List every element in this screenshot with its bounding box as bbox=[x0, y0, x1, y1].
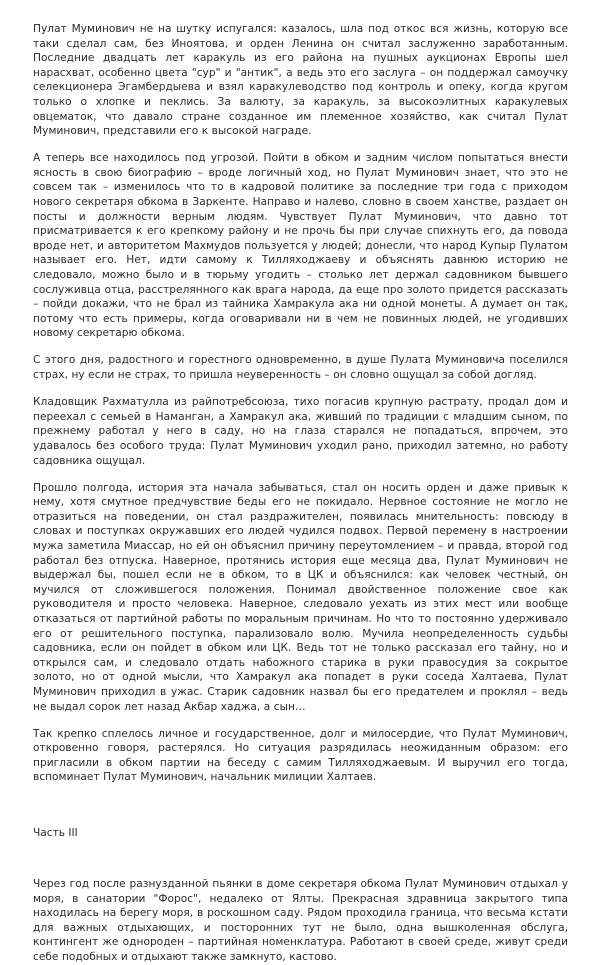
paragraph-7: Через год после разнузданной пьянки в доме секретаря обкома Пулат Муминович отдыхал у моря, в санатории "Форос", недалеко от Ялты. Прекрасная здравница закрытого типа находилась на берегу моря, в роскошном саду. Рядом проходила граница, что весьма кстати для важных отдыхающих, и посторонних тут не было, одна вышколенная обслуга, контингент же однороден – партийная номенклатура. Работают в своей среде, живут среди себе подобных и отдыхают также замкнуто, кастово. bbox=[33, 878, 568, 964]
paragraph-2: А теперь все находилось под угрозой. Пойти в обком и задним числом попытаться внести ясность в свою биографию – вроде логичный ход, но Пулат Муминович знает, что это не совсем так – изменилось что то в кадровой политике за последние три года с приходом нового секретаря обкома в Заркенте. Направо и налево, словно в своем ханстве, раздает он посты и должности верным людям. Чувствует Пулат Муминович, что давно тот присматривается к его крепкому району и не прочь бы при случае спихнуть его, да повода вроде нет, и авторитетом Махмудов пользуется у людей; донесли, что народ Купыр Пулатом называет его. Нет, идти самому к Тилляходжаеву и объяснять давнюю историю не следовало, можно было и в тюрьму угодить – столько лет держал садовником бывшего сослуживца отца, расстрелянного как врага народа, да еще про золото придется рассказать – пойди докажи, что не брал из тайника Хамракула ака ни одной монеты. А думает он так, потому что есть примеры, когда оговаривали ни в чем не повинных людей, не угодивших новому секретарю обкома. bbox=[33, 152, 568, 340]
paragraph-6: Так крепко сплелось личное и государственное, долг и милосердие, что Пулат Муминович, откровенно говоря, растерялся. Но ситуация разрядилась неожиданным образом: его пригласили в обком партии на беседу с самим Тилляходжаевым. И выручил его тогда, вспоминает Пулат Муминович, начальник милиции Халтаев. bbox=[33, 727, 568, 784]
heading-bottom-spacer bbox=[33, 840, 568, 877]
paragraph-5: Прошло полгода, история эта начала забываться, стал он носить орден и даже привык к нему, хотя смутное предчувствие беды его не покидало. Нервное состояние не могло не отразиться на поведении, он стал раздражителен, появилась мнительность: повсюду в словах и поступках окружавших его людей чудился подвох. Первой перемену в настроении мужа заметила Миассар, но ей он объяснил причину переутомлением – и правда, второй год работал без отпуска. Наверное, протянись история еще месяца два, Пулат Муминович не выдержал бы, пошел если не в обком, то в ЦК и объяснился: как человек честный, он мучился от сложившегося положения. Понимал двойственное положение свое как руководителя и просто человека. Наверное, следовало уехать из этих мест или вообще отказаться от партийной работы по моральным причинам. Но что то постоянно удерживало его от решительного поступка, парализовало волю. Мучила неопределенность судьбы садовника, если он пойдет в обком или ЦК. Ведь тот не только рассказал его тайну, но и открылся сам, и следовало отдать набожного старика в руки правосудия за сокрытое золото, но от одной мысли, что Хамракул ака попадет в руки соседа Халтаева, Пулат Муминович приходил в ужас. Старик садовник назвал бы его предателем и проклял – ведь не выдал сорок лет назад Акбар хаджа, а сын… bbox=[33, 481, 568, 713]
paragraph-4: Кладовщик Рахматулла из райпотребсоюза, тихо погасив крупную растрату, продал дом и переехал с семьей в Наманган, а Хамракул ака, живший по традиции с младшим сыном, по прежнему работал у него в саду, но на глаза старался не попадаться, впрочем, это удавалось без особого труда: Пулат Муминович уходил рано, приходил затемно, но работу садовника ощущал. bbox=[33, 396, 568, 467]
paragraph-1: Пулат Муминович не на шутку испугался: казалось, шла под откос вся жизнь, которую все таки сделал сам, без Иноятова, и орден Ленина он считал заслуженно заработанным. Последние двадцать лет каракуль из его района на пушных аукционах Европы шел нарасхват, особенно цвета "сур" и "антик", а ведь это его заслуга – он поддержал самоучку селекционера Эгамбердыева и взял каракулеводство под контроль и опеку, когда кругом только о хлопке и пеклись. За валюту, за каракуль, за высокоэлитных каракулевых овцематок, что давало стране созданное им племенное хозяйство, как считал Пулат Муминович, представили его к высокой награде. bbox=[33, 23, 568, 138]
paragraph-3: С этого дня, радостного и горестного одновременно, в душе Пулата Муминовича поселился страх, ну если не страх, то пришла неуверенность – он словно ощущал за собой догляд. bbox=[33, 354, 568, 382]
document-text-body bbox=[33, 22, 568, 965]
section-heading-part-three: Часть III bbox=[33, 826, 78, 839]
heading-top-spacer bbox=[33, 798, 568, 826]
